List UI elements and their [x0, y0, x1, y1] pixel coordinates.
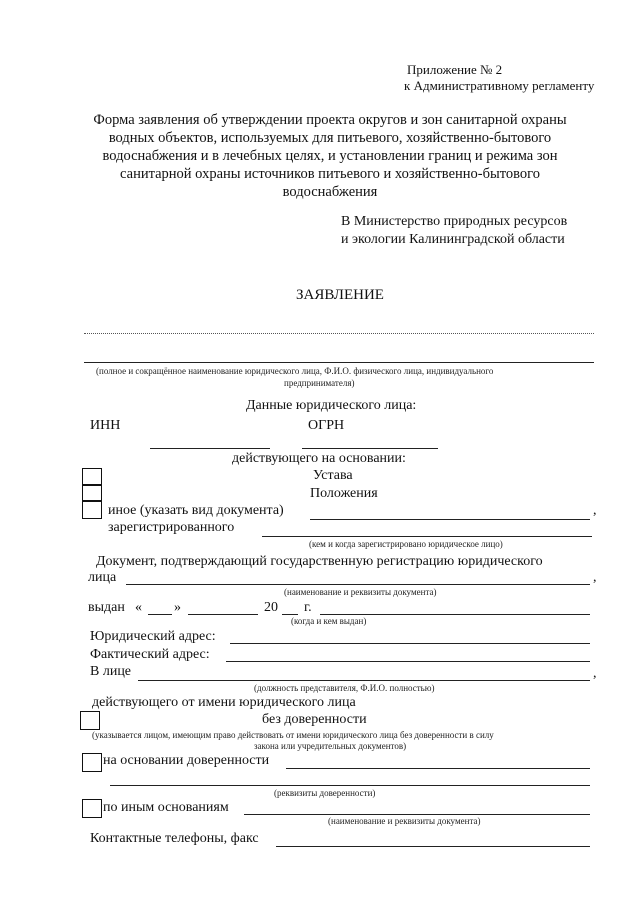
comma: ,: [593, 570, 597, 585]
issued-month-field[interactable]: [188, 614, 258, 615]
issued-by-field[interactable]: [320, 614, 590, 615]
person-field[interactable]: [138, 680, 590, 681]
actual-address-label: Фактический адрес:: [90, 647, 210, 662]
reg-doc-field[interactable]: [126, 584, 590, 585]
legal-address-field[interactable]: [230, 643, 590, 644]
reg-doc-label-line-1: Документ, подтверждающий государственную регистрацию юридического: [96, 554, 543, 569]
legal-data-label: Данные юридического лица:: [246, 398, 417, 413]
other-basis-hint: (наименование и реквизиты документа): [328, 816, 481, 826]
acting-label: действующего от имени юридического лица: [92, 695, 356, 710]
no-poa-hint-line-1: (указывается лицом, имеющим право действовать от имени юридического лица без доверенности в силу: [92, 730, 494, 740]
registered-field[interactable]: [262, 536, 592, 537]
form-title-line-4: санитарной охраны источников питьевого и хозяйственно-бытового: [120, 166, 540, 182]
year-prefix: 20: [264, 600, 278, 615]
quote-close: »: [174, 600, 181, 615]
person-label: В лице: [90, 664, 132, 679]
charter-option-label: Устава: [313, 468, 353, 483]
comma: ,: [593, 503, 597, 518]
inn-field[interactable]: [150, 448, 270, 449]
other-basis-checkbox[interactable]: [82, 799, 102, 818]
issued-day-field[interactable]: [148, 614, 172, 615]
form-title-line-3: водоснабжения и в лечебных целях, и установлении границ и режима зон: [102, 148, 558, 164]
no-poa-label: без доверенности: [262, 712, 367, 727]
applicant-name-line-2[interactable]: [84, 362, 594, 363]
other-doc-checkbox[interactable]: [82, 500, 102, 519]
quote-open: «: [135, 600, 142, 615]
contacts-label: Контактные телефоны, факс: [90, 831, 259, 846]
document-heading: ЗАЯВЛЕНИЕ: [296, 287, 384, 303]
no-poa-checkbox[interactable]: [80, 711, 100, 730]
legal-address-label: Юридический адрес:: [90, 629, 216, 644]
inn-label: ИНН: [90, 418, 121, 433]
other-doc-field[interactable]: [310, 519, 590, 520]
issued-year-field[interactable]: [282, 614, 298, 615]
other-basis-label: по иным основаниям: [103, 800, 229, 815]
ogrn-field[interactable]: [302, 448, 438, 449]
registered-hint: (кем и когда зарегистрировано юридическое лицо): [309, 539, 503, 549]
ogrn-label: ОГРН: [308, 418, 345, 433]
recipient-line-2: и экологии Калининградской области: [341, 232, 565, 247]
form-title-line-5: водоснабжения: [282, 184, 378, 200]
poa-field-line-2[interactable]: [110, 785, 590, 786]
form-title-line-1: Форма заявления об утверждении проекта округов и зон санитарной охраны: [93, 112, 567, 128]
comma: ,: [593, 666, 597, 681]
regulation-option-label: Положения: [310, 486, 378, 501]
year-suffix: г.: [304, 600, 312, 615]
recipient-line-1: В Министерство природных ресурсов: [341, 214, 568, 229]
issued-hint: (когда и кем выдан): [291, 616, 367, 626]
poa-field-line-1[interactable]: [286, 768, 590, 769]
appendix-regulation: к Административному регламенту: [404, 78, 595, 93]
actual-address-field[interactable]: [226, 661, 590, 662]
person-hint: (должность представителя, Ф.И.О. полностью): [254, 683, 435, 693]
other-doc-label: иное (указать вид документа): [108, 503, 284, 518]
reg-doc-label-line-2: лица: [88, 570, 117, 585]
basis-label: действующего на основании:: [232, 451, 406, 466]
other-basis-field[interactable]: [244, 814, 590, 815]
applicant-hint-line-1: (полное и сокращённое наименование юридического лица, Ф.И.О. физического лица, индивидуального: [96, 366, 494, 376]
registered-label: зарегистрированного: [108, 520, 235, 535]
reg-doc-hint: (наименование и реквизиты документа): [284, 587, 437, 597]
poa-checkbox[interactable]: [82, 753, 102, 772]
issued-label: выдан: [88, 600, 125, 615]
poa-label: на основании доверенности: [103, 753, 270, 768]
poa-hint: (реквизиты доверенности): [274, 788, 376, 798]
form-title-line-2: водных объектов, используемых для питьевого, хозяйственно-бытового: [108, 130, 552, 146]
contacts-field[interactable]: [276, 846, 590, 847]
applicant-hint-line-2: предпринимателя): [284, 378, 355, 388]
no-poa-hint-line-2: закона или учредительных документов): [254, 741, 407, 751]
appendix-number: Приложение № 2: [407, 62, 503, 77]
applicant-name-line-1[interactable]: [84, 333, 594, 334]
